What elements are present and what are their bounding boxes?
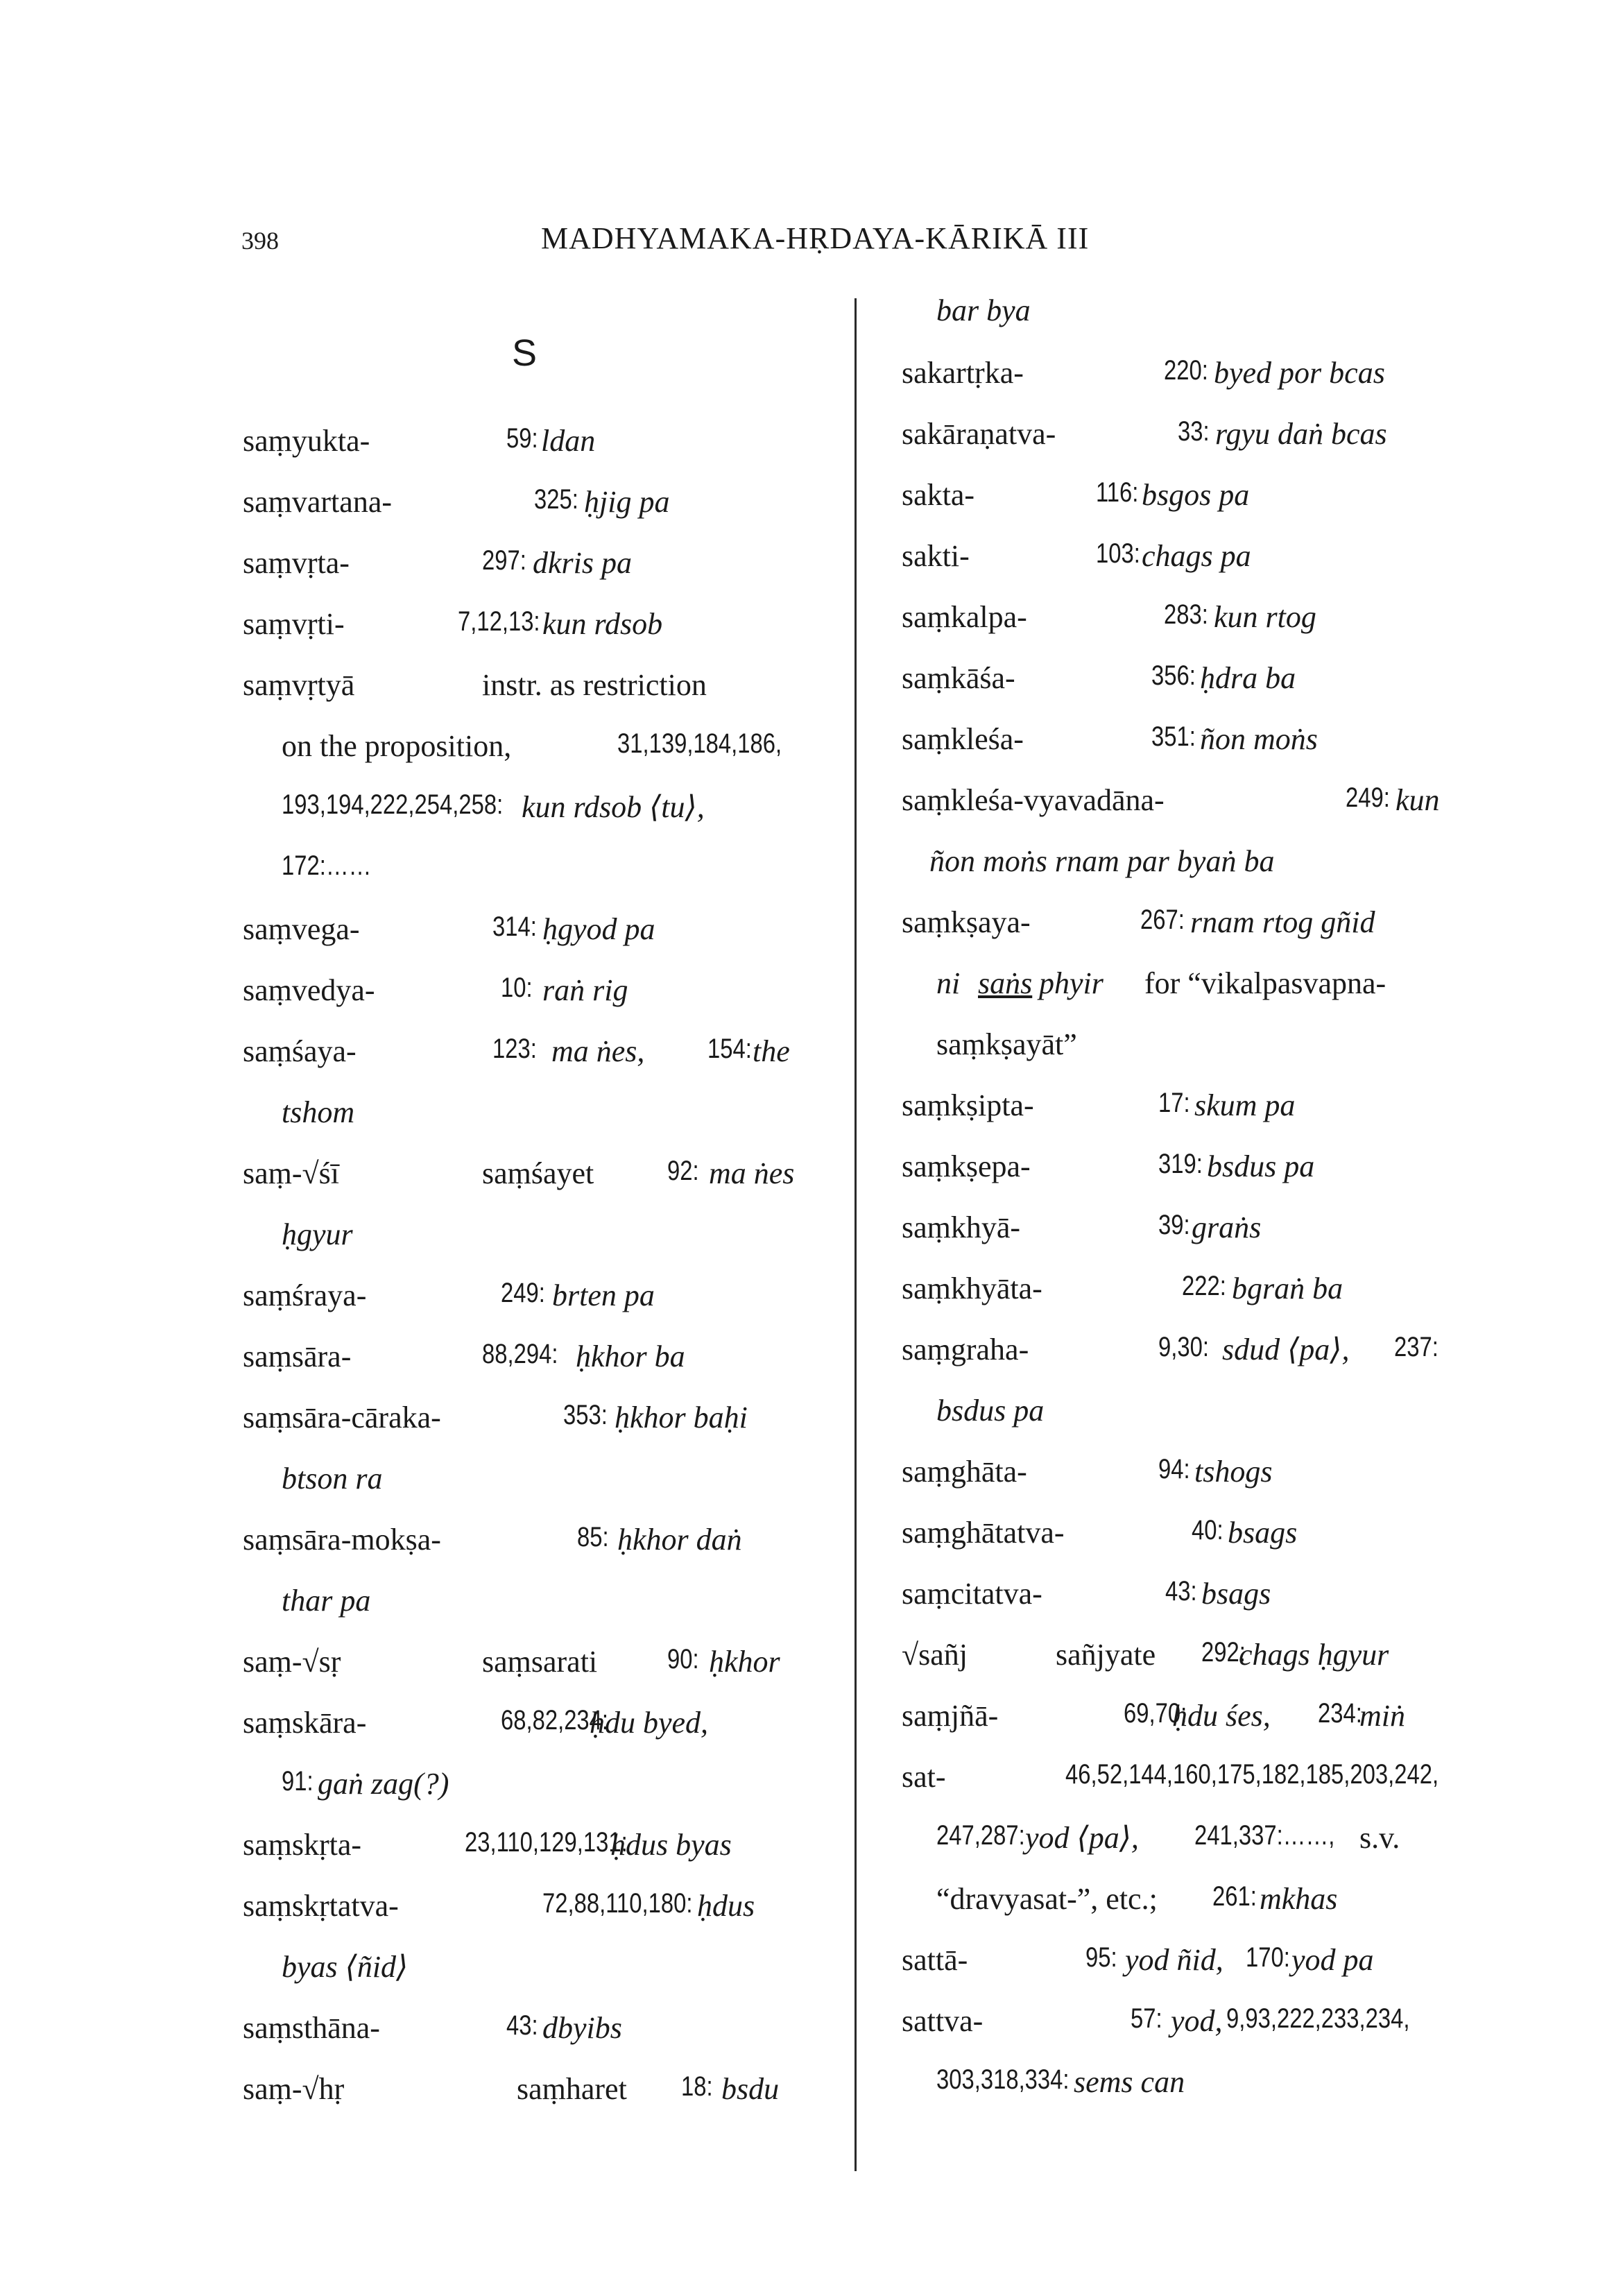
index-entry [902,2003,1498,2045]
tibetan-gloss: byed por bcas [1214,356,1385,390]
page-refs: 43: [1165,1576,1197,1607]
tibetan-gloss: kun rdsob ⟨tu⟩, [522,790,705,824]
headword: saṃkhyāta- [902,1271,1042,1305]
index-entry [243,667,839,709]
page-refs: 18: [681,2071,713,2102]
tibetan-gloss: chags pa [1142,539,1251,573]
tibetan-gloss: kun rdsob [542,607,663,641]
tibetan-gloss: byas ⟨ñid⟩ [282,1950,409,1984]
index-entry-continuation [243,850,839,892]
tibetan-gloss: kun rtog [1214,600,1316,634]
page-refs: 40: [1192,1515,1223,1545]
headword: saṃjñā- [902,1699,999,1733]
tibetan-gloss: chags ḥgyur [1239,1638,1389,1672]
index-entry [902,599,1498,641]
headword: saṃsāra- [243,1339,352,1373]
headword: saṃkleśa- [902,722,1024,756]
note: instr. as restriction [482,668,707,702]
page-refs: 261: [1212,1881,1257,1912]
index-entry-continuation [902,1027,1498,1068]
index-entry [243,1644,839,1686]
page-refs: 283: [1164,599,1208,630]
headword: saṃskāra- [243,1706,367,1740]
tibetan-gloss: ḥkhor ba [576,1339,685,1373]
index-entry [902,1637,1498,1679]
tibetan-gloss: ḥdus byas [610,1828,732,1862]
page-refs: 9,93,222,233,234, [1226,2003,1410,2034]
index-entry-continuation [243,1766,839,1808]
index-entry [243,1156,839,1197]
index-entry-continuation [902,1393,1498,1434]
tibetan-gloss: bar bya [936,293,1031,327]
tibetan-gloss: ñon moṅs [1200,722,1318,756]
headword: saṃśaya- [243,1034,357,1068]
index-entry [902,1698,1498,1740]
index-entry-continuation [243,1461,839,1502]
page-refs: 94: [1158,1454,1190,1484]
headword: saṃkāśa- [902,661,1015,695]
index-entry [902,1942,1498,1984]
index-entry [243,1522,839,1563]
index-entry [243,484,839,526]
tibetan-gloss: raṅ rig [542,973,628,1007]
page-refs: 92: [667,1156,699,1186]
index-entry-continuation [243,728,839,770]
headword: saṃghātatva- [902,1516,1065,1550]
page-refs: 292: [1201,1637,1246,1668]
section-letter: S [512,332,538,374]
tibetan-gloss: ni [936,966,961,1000]
index-entry [902,1332,1498,1373]
page-refs: 247,287: [936,1820,1025,1851]
page-refs: 31,139,184,186, [617,728,782,759]
headword: saṃkalpa- [902,600,1027,634]
tibetan-gloss: bgraṅ ba [1232,1271,1343,1305]
index-entry [243,1400,839,1441]
headword: saṃvartana- [243,485,392,519]
page-refs: 46,52,144,160,175,182,185,203,242, [1065,1759,1439,1790]
page-refs: 297: [482,545,526,576]
tibetan-gloss: dbyibs [542,2011,622,2045]
page-refs: 170: [1246,1942,1290,1973]
derived-form: saṃharet [517,2072,627,2106]
index-entry [902,1088,1498,1129]
index-entry [243,1034,839,1075]
index-entry-continuation [243,1583,839,1625]
index-entry [243,1339,839,1380]
tibetan-gloss: ldan [541,424,596,458]
tibetan-gloss: bsdus pa [1207,1149,1315,1183]
headword: saṃvega- [243,912,360,946]
index-entry-continuation [243,789,839,831]
page-refs: 241,337:……, [1194,1820,1335,1851]
page-refs: 85: [577,1522,609,1552]
page-refs: 72,88,110,180: [542,1888,693,1919]
tibetan-gloss: ḥgyod pa [542,912,655,946]
page-refs: 90: [667,1644,699,1674]
headword: saṃskṛtatva- [243,1889,399,1923]
tibetan-gloss: ñon moṅs rnam par byaṅ ba [929,844,1275,878]
page-refs: 154: [707,1034,752,1064]
page-refs: 103: [1096,538,1140,569]
note: saṃkṣayāt” [936,1027,1077,1061]
index-entry [243,1705,839,1747]
index-entry [243,606,839,648]
headword: saṃ-√sṛ [243,1645,341,1679]
index-entry [902,1759,1498,1801]
tibetan-gloss: thar pa [282,1584,371,1618]
tibetan-gloss: rnam rtog gñid [1190,905,1375,939]
page-refs: 91: [282,1766,314,1797]
tibetan-gloss: miṅ [1359,1699,1405,1733]
tibetan-gloss: brten pa [552,1278,655,1312]
headword: saṃkṣepa- [902,1149,1031,1183]
index-entry [243,1827,839,1869]
tibetan-gloss: yod pa [1291,1943,1374,1977]
tibetan-gloss: bsags [1228,1516,1298,1550]
headword: saṃkhyā- [902,1210,1021,1244]
index-entry [902,905,1498,946]
tibetan-gloss: ḥkhor daṅ [617,1523,742,1557]
headword: saṃkṣaya- [902,905,1031,939]
tibetan-gloss: tshogs [1194,1455,1273,1489]
headword: sakta- [902,478,975,512]
page-refs: 356: [1151,660,1196,691]
derived-form: saṃśayet [482,1156,594,1190]
headword: saṃghāta- [902,1455,1027,1489]
page-refs: 116: [1096,477,1139,508]
index-entry-continuation [243,1095,839,1136]
tibetan-gloss: bsags [1201,1577,1271,1611]
headword: saṃcitatva- [902,1577,1042,1611]
index-entry [243,2010,839,2052]
page-refs: 303,318,334: [936,2064,1070,2095]
tibetan-gloss: phyir [1039,966,1104,1000]
tibetan-gloss: bsdus pa [936,1394,1045,1428]
page-refs: 314: [492,911,537,942]
headword: saṃkleśa-vyavadāna- [902,783,1165,817]
index-entry [902,782,1498,824]
tibetan-gloss: graṅs [1192,1210,1262,1244]
tibetan-gloss: the [753,1034,790,1068]
index-entry-continuation [243,1217,839,1258]
page-refs: 319: [1158,1149,1203,1179]
headword: saṃkṣipta- [902,1088,1034,1122]
index-entry-continuation [243,1949,839,1991]
tibetan-gloss: ḥkhor baḥi [615,1400,748,1434]
page-refs: 23,110,129,131: [465,1827,628,1858]
page-refs: 353: [563,1400,608,1430]
tibetan-gloss: bsdu [721,2072,780,2106]
tibetan-gloss: kun [1396,783,1440,817]
tibetan-gloss: ma ṅes [709,1156,795,1190]
column-divider [855,298,857,2171]
index-entry [902,355,1498,397]
page-number: 398 [241,227,279,255]
running-head: MADHYAMAKA-HṚDAYA-KĀRIKĀ III [541,221,1090,255]
index-entry [243,1888,839,1930]
index-entry [902,416,1498,458]
tibetan-gloss-underlined: saṅs [978,966,1033,1000]
page-refs: 234: [1318,1698,1362,1729]
note: on the proposition, [282,729,512,763]
headword: saṃsthāna- [243,2011,380,2045]
index-entry-continuation [902,1820,1498,1862]
page-refs: 172:…… [282,850,372,881]
page-refs: 88,294: [482,1339,558,1369]
headword: sattā- [902,1943,968,1977]
tibetan-gloss: sdud ⟨pa⟩, [1222,1333,1350,1367]
index-entry [902,477,1498,519]
headword: saṃsāra-mokṣa- [243,1523,441,1557]
tibetan-gloss: sems can [1074,2065,1185,2099]
page-refs: 33: [1178,416,1210,447]
page-refs: 123: [492,1034,537,1064]
index-entry [902,1210,1498,1251]
tibetan-gloss: ḥdra ba [1200,661,1296,695]
tibetan-gloss: ma ṅes, [551,1034,645,1068]
headword: sakāraṇatva- [902,417,1056,451]
derived-form: sañjyate [1056,1638,1156,1672]
page-refs: 267: [1140,905,1185,935]
index-entry [243,1278,839,1319]
tibetan-gloss: bsgos pa [1142,478,1250,512]
index-entry-continuation [902,1881,1498,1923]
index-entry-continuation [902,843,1498,885]
page-refs: 17: [1158,1088,1190,1118]
tibetan-gloss: btson ra [282,1462,383,1496]
tibetan-gloss: ḥgyur [282,1217,353,1251]
derived-form: saṃsarati [482,1645,598,1679]
index-entry-continuation [902,2064,1498,2106]
headword: saṃśraya- [243,1278,367,1312]
tibetan-gloss: rgyu daṅ bcas [1215,417,1387,451]
headword: sakartṛka- [902,356,1024,390]
page-header [0,221,1623,262]
page-refs: 249: [1346,782,1390,813]
headword: saṃskṛta- [243,1828,362,1862]
index-entry [902,1149,1498,1190]
page-refs: 249: [501,1278,545,1308]
note: for “vikalpasvapna- [1144,966,1386,1000]
index-entry [243,2071,839,2113]
page-refs: 95: [1085,1942,1117,1973]
tibetan-gloss: ḥdus [697,1889,755,1923]
page-refs: 9,30: [1158,1332,1209,1362]
headword: saṃsāra-cāraka- [243,1400,441,1434]
index-entry [902,660,1498,702]
page-refs: 57: [1131,2003,1162,2034]
tibetan-gloss: ḥjig pa [584,485,670,519]
headword: saṃ-√hṛ [243,2072,345,2106]
tibetan-gloss: yod ⟨pa⟩, [1025,1821,1139,1855]
page-refs: 68,82,234: [501,1705,609,1736]
headword: saṃvedya- [243,973,375,1007]
index-entry [243,973,839,1014]
headword: sattva- [902,2004,984,2038]
tibetan-gloss: yod, [1171,2004,1223,2038]
page-refs: 237: [1394,1332,1439,1362]
index-entry [243,545,839,587]
headword: sakti- [902,539,970,573]
index-entry [902,538,1498,580]
headword: saṃvṛtyā [243,668,355,702]
page-refs: 7,12,13: [458,606,540,637]
headword: saṃ-√śī [243,1156,340,1190]
tibetan-gloss: ḥdu śes, [1172,1699,1271,1733]
tibetan-gloss: dkris pa [533,546,632,580]
index-entry [902,1454,1498,1496]
tibetan-gloss: yod ñid, [1125,1943,1223,1977]
tibetan-gloss: tshom [282,1095,355,1129]
page-refs: 220: [1164,355,1208,386]
tibetan-gloss: gaṅ zag(?) [318,1767,449,1801]
page-refs: 351: [1151,721,1196,752]
note: s.v. [1359,1821,1400,1855]
page-refs: 222: [1182,1271,1226,1301]
headword: √sañj [902,1638,968,1672]
note: “dravyasat-”, etc.; [936,1882,1158,1916]
page-refs: 43: [506,2010,538,2041]
headword: saṃyukta- [243,424,370,458]
page-refs: 39: [1158,1210,1190,1240]
index-entry [902,1515,1498,1557]
page-refs: 69,70: [1124,1698,1187,1729]
tibetan-gloss: ḥdu byed, [590,1706,709,1740]
page-refs: 325: [534,484,578,515]
index-entry [243,911,839,953]
tibetan-gloss: ḥkhor [709,1645,780,1679]
page-refs: 10: [501,973,533,1003]
headword: saṃvṛta- [243,546,350,580]
headword: saṃvṛti- [243,607,345,641]
headword: saṃgraha- [902,1333,1029,1367]
page-refs: 59: [506,423,538,454]
index-entry [902,1271,1498,1312]
page-refs: 193,194,222,254,258: [282,789,504,820]
tibetan-gloss: mkhas [1260,1882,1338,1916]
index-entry-continuation [902,293,1498,334]
tibetan-gloss: skum pa [1194,1088,1296,1122]
index-entry-continuation [902,966,1498,1007]
index-entry [902,721,1498,763]
index-entry [902,1576,1498,1618]
headword: sat- [902,1760,946,1794]
index-entry [243,423,839,465]
